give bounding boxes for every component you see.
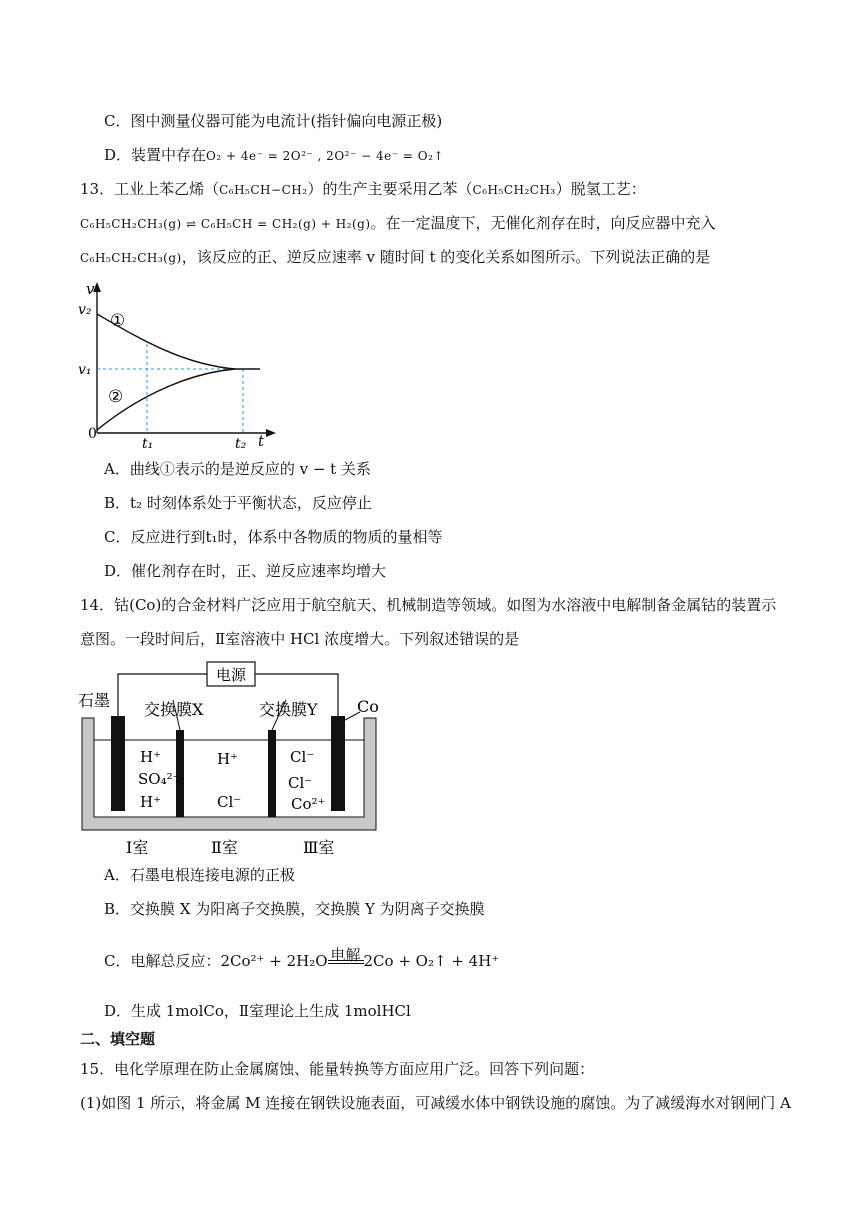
v-axis-label: v: [86, 280, 95, 298]
co-label: Co: [357, 697, 379, 716]
room2-ion-cl: Cl⁻: [217, 793, 242, 811]
room3-ion-cl-2: Cl⁻: [288, 774, 313, 792]
q14-stem-line1: 14．钴(Co)的合金材料广泛应用于航空航天、机械制造等领域。如图为水溶液中电解制备金属钴的装置示: [80, 596, 777, 614]
membrane-x-label: 交换膜X: [144, 700, 204, 719]
curve-1-label: ①: [110, 311, 126, 331]
q13-option-b: B．t₂ 时刻体系处于平衡状态，反应停止: [104, 494, 372, 512]
v1-label: v₁: [78, 362, 92, 378]
electrolysis-condition-label: 电解: [330, 946, 361, 964]
room3-ion-cl: Cl⁻: [290, 748, 315, 766]
q13-stem-line2: [80, 212, 716, 235]
graphite-electrode: [111, 716, 125, 811]
ethylbenzene-gas-formula: C₆H₅CH₂CH₃(g): [80, 251, 182, 265]
t-axis-arrow: [266, 429, 276, 437]
q14-option-c: [104, 946, 500, 972]
curve-2-label: ②: [108, 387, 124, 407]
q13-stem-text-e: ，该反应的正、逆反应速率 v 随时间 t 的变化关系如图所示。下列说法正确的是: [181, 248, 711, 266]
power-source-label: 电源: [215, 666, 247, 684]
q12-option-d-prefix: D．装置中存在: [104, 146, 207, 164]
electrolysis-equation: [220, 946, 500, 972]
q14-option-d: D．生成 1molCo，Ⅱ室理论上生成 1molHCl: [104, 1002, 411, 1020]
room1-ion-h-2: H⁺: [140, 793, 161, 811]
q14-option-c-prefix: C．电解总反应：: [104, 952, 221, 970]
q12-option-d-formula: O₂ + 4e⁻ = 2O²⁻ , 2O²⁻ − 4e⁻ = O₂↑: [206, 149, 444, 163]
membrane-y: [268, 730, 276, 817]
room3-ion-cobalt: Co²⁺: [291, 795, 326, 813]
origin-label: 0: [88, 426, 97, 442]
q13-option-d: D．催化剂存在时，正、逆反应速率均增大: [104, 562, 387, 580]
t2-label: t₂: [235, 436, 247, 452]
dehydrogenation-equation: C₆H₅CH₂CH₃(g) ⇌ C₆H₅CH = CH₂(g) + H₂(g): [80, 217, 371, 231]
t1-label: t₁: [142, 436, 154, 452]
equation-right: 2Co + O₂↑ + 4H⁺: [363, 952, 500, 970]
v2-label: v₂: [78, 302, 92, 318]
rate-time-graph: [70, 278, 290, 453]
equation-left: 2Co²⁺ + 2H₂O: [220, 952, 328, 970]
q13-option-c: C．反应进行到t₁时，体系中各物质的物质的量相等: [104, 528, 443, 546]
q12-option-d: [104, 144, 444, 167]
q14-option-a: A．石墨电根连接电源的正极: [104, 866, 295, 884]
room1-label: Ⅰ室: [126, 838, 149, 857]
styrene-formula: C₆H₅CH−CH₂: [219, 183, 308, 197]
q13-stem-text-c: ）脱氢工艺：: [555, 180, 646, 198]
q14-option-b: B．交换膜 X 为阳离子交换膜，交换膜 Y 为阴离子交换膜: [104, 900, 485, 918]
q15-stem-line2: (1)如图 1 所示，将金属 M 连接在钢铁设施表面，可减缓水体中钢铁设施的腐蚀。为了减缓海水对钢闸门 A: [80, 1094, 791, 1112]
cobalt-electrode: [331, 716, 345, 811]
q14-stem-line2: 意图。一段时间后，Ⅱ室溶液中 HCl 浓度增大。下列叙述错误的是: [80, 630, 520, 648]
room3-label: Ⅲ室: [303, 838, 335, 857]
q13-option-a: A．曲线①表示的是逆反应的 v − t 关系: [104, 460, 371, 478]
room1-ion-h: H⁺: [140, 748, 161, 766]
ethylbenzene-formula: C₆H₅CH₂CH₃: [472, 183, 556, 197]
q15-stem-line1: 15．电化学原理在防止金属腐蚀、能量转换等方面应用广泛。回答下列问题：: [80, 1060, 595, 1078]
q12-option-c: C．图中测量仪器可能为电流计(指针偏向电源正极): [104, 112, 443, 130]
room1-ion-sulfate: SO₄²⁻: [138, 770, 181, 788]
room2-ion-h: H⁺: [217, 750, 238, 768]
q13-stem-text-b: ）的生产主要采用乙苯（: [307, 180, 473, 198]
t-axis-label: t: [258, 432, 265, 450]
room2-label: Ⅱ室: [211, 838, 238, 857]
graphite-label: 石墨: [78, 691, 111, 710]
membrane-y-label: 交换膜Y: [259, 700, 318, 719]
q13-stem-line3: [80, 246, 710, 269]
section-heading: 二、填空题: [80, 1030, 156, 1048]
electrolysis-diagram: [76, 660, 386, 860]
q13-stem-text-a: 13．工业上苯乙烯（: [80, 180, 220, 198]
q13-stem-text-d: 。在一定温度下，无催化剂存在时，向反应器中充入: [370, 214, 716, 232]
q13-stem-line1: [80, 178, 646, 201]
